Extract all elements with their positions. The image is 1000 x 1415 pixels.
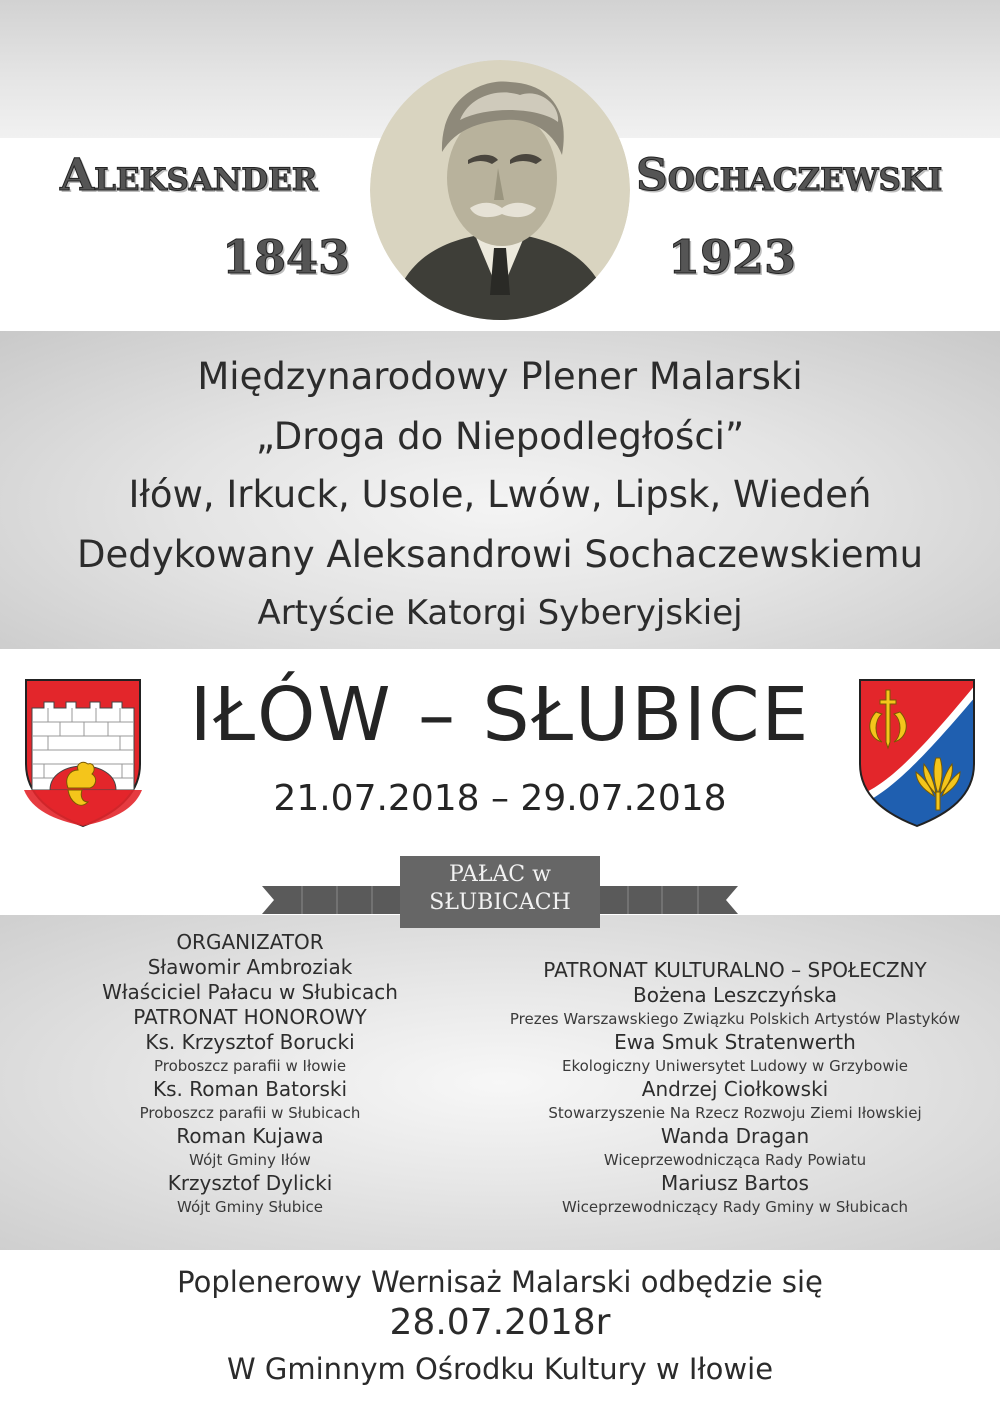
event-dates: 21.07.2018 – 29.07.2018 xyxy=(273,778,727,819)
vernissage-date: 28.07.2018r xyxy=(389,1302,611,1343)
year-death: 1923 xyxy=(668,230,797,284)
vernissage-venue: W Gminnym Ośrodku Kultury w Iłowie xyxy=(226,1352,774,1386)
organizer-role: Właściciel Pałacu w Słubicach xyxy=(102,980,398,1004)
ilow-crest xyxy=(24,678,142,832)
right-patrons-column xyxy=(460,958,1000,1218)
first-name: Aleksander xyxy=(60,150,318,201)
patron-name: Bożena Leszczyńska xyxy=(633,983,837,1007)
venue-line-2: SŁUBICACH xyxy=(429,890,571,915)
portrait-illustration xyxy=(370,60,630,320)
patron-name: Roman Kujawa xyxy=(176,1124,324,1148)
last-name: Sochaczewski xyxy=(636,150,943,201)
left-patrons-column xyxy=(85,930,415,1218)
organizer-name: Sławomir Ambroziak xyxy=(147,955,353,979)
title-line-5: Artyście Katorgi Syberyjskiej xyxy=(257,593,743,633)
patron-role: Ekologiczny Uniwersytet Ludowy w Grzybowie xyxy=(561,1057,909,1075)
patron-name: Mariusz Bartos xyxy=(661,1171,809,1195)
portrait xyxy=(370,60,630,320)
patron-role: Proboszcz parafii w Słubicach xyxy=(139,1104,361,1122)
patron-name: Ewa Smuk Stratenwerth xyxy=(614,1030,856,1054)
honorary-heading: PATRONAT HONOROWY xyxy=(133,1005,367,1029)
title-line-2: „Droga do Niepodległości” xyxy=(255,415,745,458)
patron-role: Wójt Gminy Słubice xyxy=(177,1198,323,1216)
patron-name: Wanda Dragan xyxy=(660,1124,810,1148)
title-line-3: Iłów, Irkuck, Usole, Lwów, Lipsk, Wiedeń xyxy=(128,473,872,516)
cities-title: IŁÓW – SŁUBICE xyxy=(189,672,811,758)
vernissage-announcement: Poplenerowy Wernisaż Malarski odbędzie się xyxy=(177,1265,823,1299)
slubice-crest-icon xyxy=(858,678,976,828)
year-birth: 1843 xyxy=(222,230,351,284)
cultural-heading: PATRONAT KULTURALNO – SPOŁECZNY xyxy=(543,958,927,982)
patron-role: Wójt Gminy Iłów xyxy=(189,1151,311,1169)
slubice-crest xyxy=(858,678,976,832)
patron-role: Wiceprzewodnicząca Rady Powiatu xyxy=(603,1151,867,1169)
ilow-crest-icon xyxy=(24,678,142,828)
patron-role: Proboszcz parafii w Iłowie xyxy=(153,1057,347,1075)
patron-name: Krzysztof Dylicki xyxy=(167,1171,333,1195)
patron-name: Ks. Krzysztof Borucki xyxy=(145,1030,355,1054)
organizer-heading: ORGANIZATOR xyxy=(176,930,324,954)
title-line-1: Międzynarodowy Plener Malarski xyxy=(197,355,803,398)
patron-role: Wiceprzewodniczący Rady Gminy w Słubicach xyxy=(562,1198,908,1216)
title-line-4: Dedykowany Aleksandrowi Sochaczewskiemu xyxy=(76,533,924,576)
venue-line-1: PAŁAC w xyxy=(449,862,551,887)
patron-name: Andrzej Ciołkowski xyxy=(641,1077,829,1101)
patron-name: Ks. Roman Batorski xyxy=(152,1077,348,1101)
patron-role: Prezes Warszawskiego Związku Polskich Artystów Plastyków xyxy=(509,1010,961,1028)
patron-role: Stowarzyszenie Na Rzecz Rozwoju Ziemi Iłowskiej xyxy=(548,1104,922,1122)
